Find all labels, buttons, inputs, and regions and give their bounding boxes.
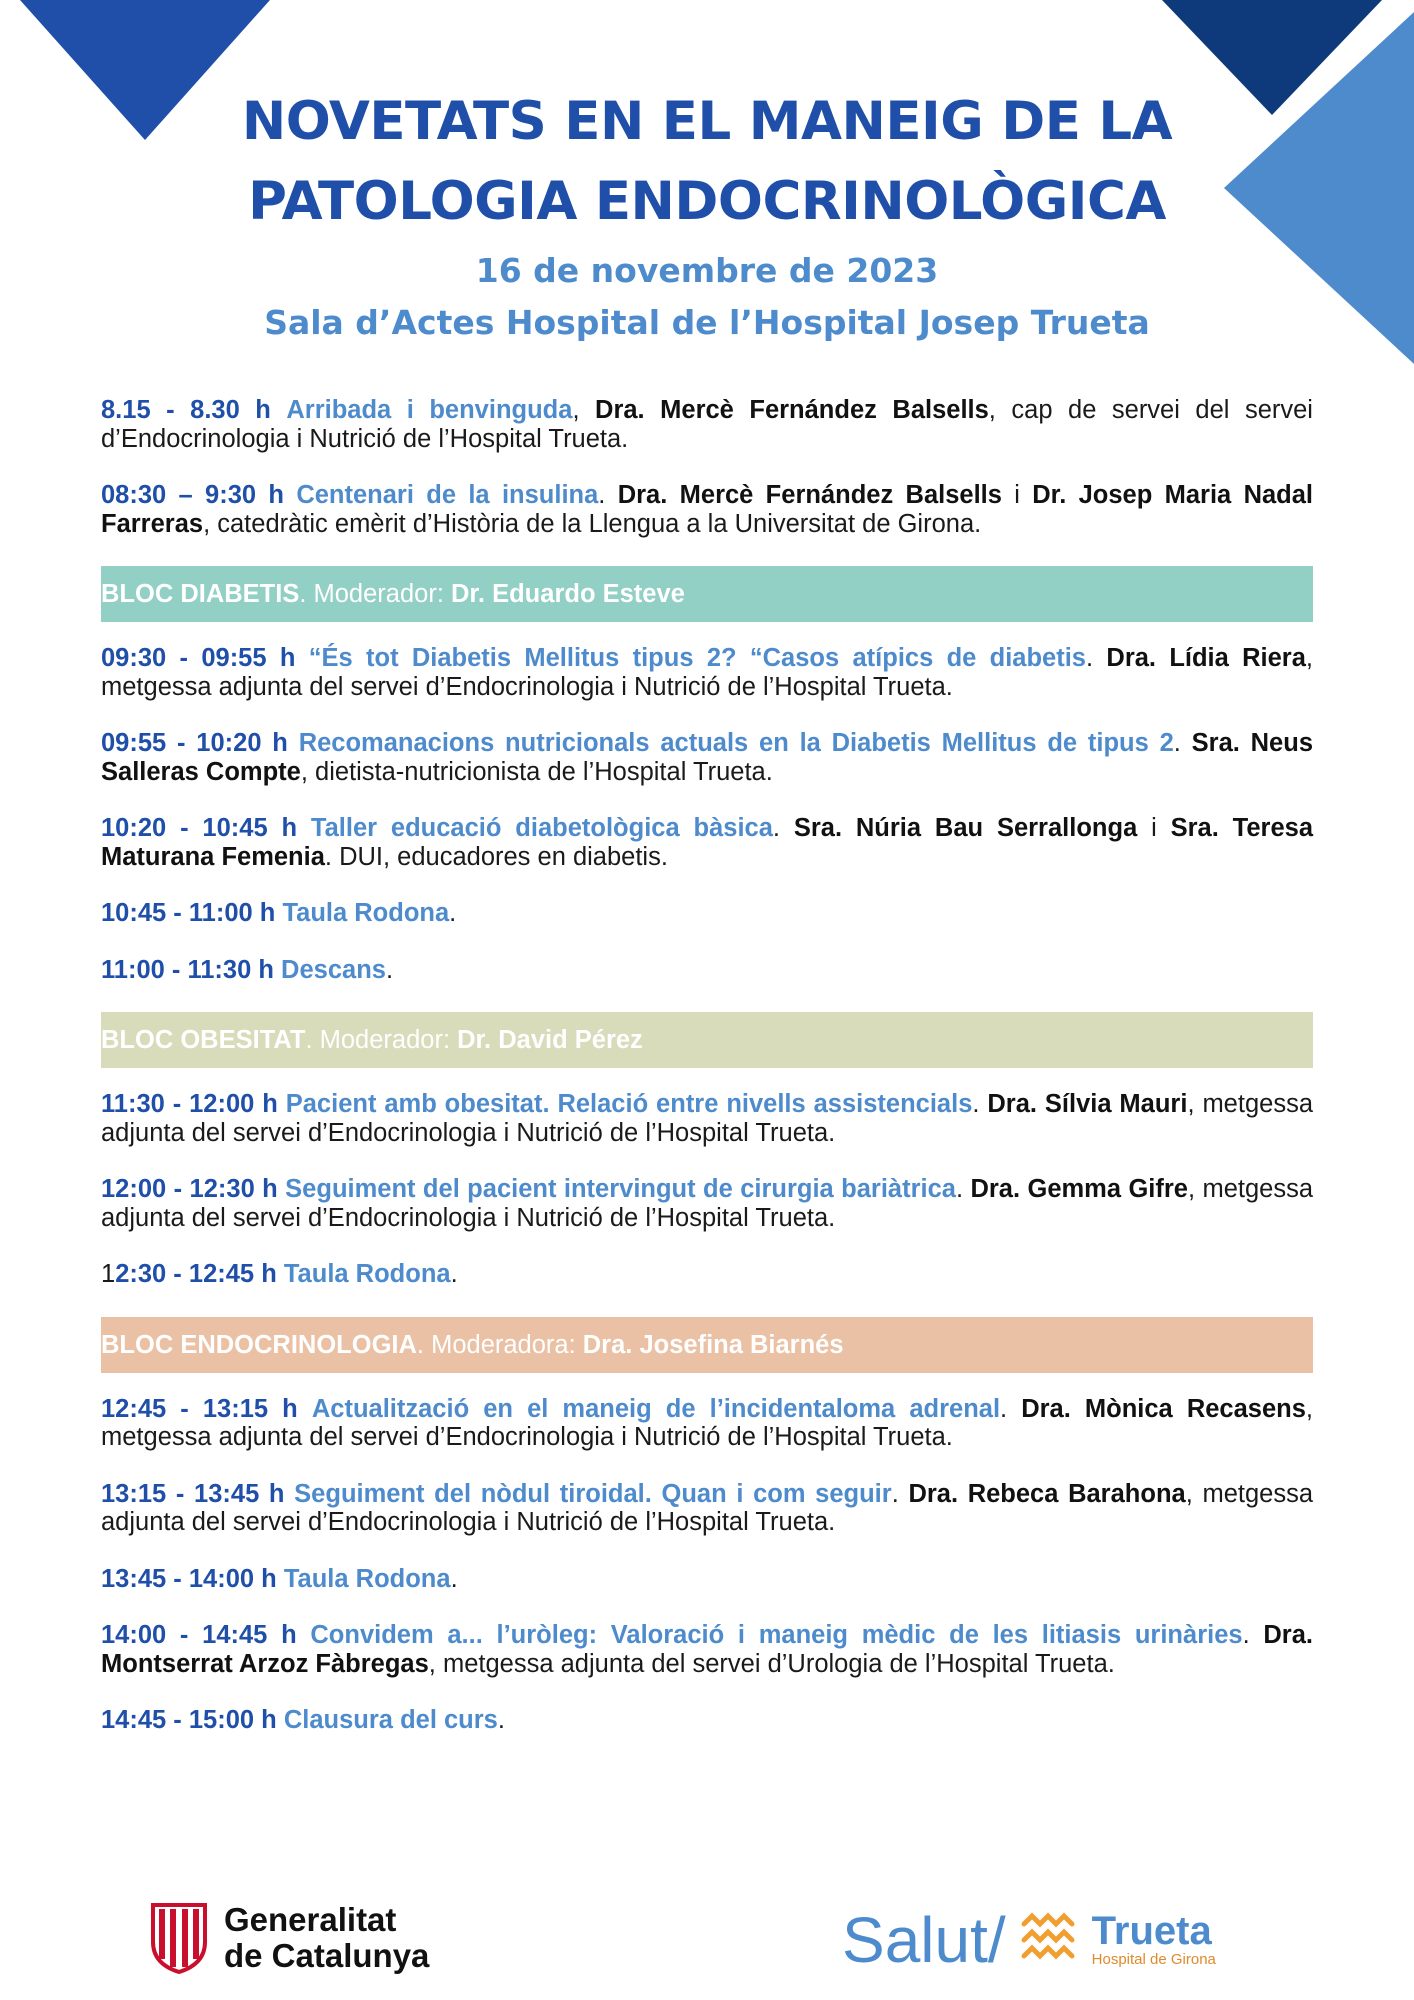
entry-description: , cap de servei del servei d’Endocrinologia i Nutrició de l’Hospital Trueta. — [101, 396, 1313, 453]
program-entry-3 — [101, 644, 1313, 701]
bloc-moderator-label: . Moderador: — [299, 580, 451, 608]
entry-separator: . — [955, 1175, 971, 1203]
entry-description: , dietista-nutricionista de l’Hospital Trueta. — [300, 757, 773, 786]
entry-time: 14:45 - 15:00 h — [101, 1706, 277, 1734]
entry-topic: Taula Rodona — [282, 899, 450, 927]
entry-topic: Actualització en el maneig de l’incidentaloma adrenal — [311, 1394, 1001, 1423]
entry-topic: Arribada i benvinguda — [286, 396, 573, 424]
entry-description: , metgessa adjunta del servei d’Endocrinologia i Nutrició de l’Hospital Trueta. — [101, 1394, 1313, 1451]
trueta-mark-icon — [1018, 1910, 1078, 1970]
trueta-text: Trueta — [1091, 1909, 1212, 1953]
entry-separator: . — [1086, 644, 1107, 672]
event-venue: Sala d’Actes Hospital de l’Hospital Josep Trueta — [264, 303, 1150, 342]
entry-topic: Convidem a... l’uròleg: Valoració i maneig mèdic de les litiasis urinàries — [310, 1621, 1243, 1649]
entry-time-prefix: 1 — [101, 1260, 116, 1288]
entry-connector: i — [1001, 481, 1033, 509]
entry-topic: Recomanacions nutricionals actuals en la Diabetis Mellitus de tipus 2 — [298, 729, 1174, 757]
entry-description: , metgessa adjunta del servei d’Endocrinologia i Nutrició de l’Hospital Trueta. — [101, 644, 1314, 701]
entry-description: . — [497, 1706, 505, 1734]
entry-time: 14:00 - 14:45 h — [101, 1621, 297, 1649]
entry-time: 08:30 – 9:30 h — [101, 481, 284, 509]
bloc-name: BLOC OBESITAT — [101, 1026, 306, 1054]
entry-speaker: Dra. Mercè Fernández Balsells — [595, 396, 989, 424]
bloc-moderator-label: . Moderador: — [305, 1026, 458, 1054]
entry-topic: Seguiment del pacient intervingut de cirurgia bariàtrica — [285, 1175, 956, 1203]
bloc-moderator: Dra. Josefina Biarnés — [582, 1330, 844, 1359]
salut-text: Salut/ — [842, 1904, 1006, 1976]
entry-separator: . — [1173, 729, 1192, 757]
entry-speaker: Dra. Rebeca Barahona — [908, 1479, 1186, 1508]
entry-time: 11:00 - 11:30 h — [101, 955, 274, 984]
entry-time: 10:20 - 10:45 h — [101, 814, 298, 842]
program-entry-10 — [101, 1260, 1313, 1289]
entry-description: . DUI, educadores en diabetis. — [324, 842, 668, 871]
bloc-moderator: Dr. David Pérez — [457, 1026, 643, 1054]
trueta-subtitle: Hospital de Girona — [1091, 1951, 1216, 1968]
bloc-obesitat-header — [101, 1012, 1313, 1068]
program-entry-6 — [101, 899, 1313, 928]
program-entry-8 — [101, 1090, 1313, 1147]
entry-time: 13:15 - 13:45 h — [101, 1479, 285, 1508]
entry-time: 12:45 - 13:15 h — [101, 1394, 298, 1423]
entry-speaker: Dra. Lídia Riera — [1106, 644, 1306, 672]
entry-topic: Pacient amb obesitat. Relació entre nivells assistencials — [285, 1090, 973, 1118]
generalitat-line-2: de Catalunya — [224, 1937, 430, 1974]
entry-time: 09:30 - 09:55 h — [101, 644, 296, 672]
bloc-moderator: Dr. Eduardo Esteve — [451, 580, 685, 608]
entry-separator: . — [772, 814, 794, 842]
trueta-block — [1092, 1911, 1216, 1969]
entry-connector: i — [1137, 814, 1171, 842]
entry-separator: . — [891, 1479, 909, 1508]
program — [101, 396, 1313, 1763]
subtitle — [0, 245, 1414, 349]
entry-description: . — [449, 899, 457, 927]
entry-speaker: Dra. Mònica Recasens — [1021, 1394, 1306, 1423]
program-entry-5 — [101, 814, 1313, 871]
entry-description: , metgessa adjunta del servei d’Endocrinologia i Nutrició de l’Hospital Trueta. — [101, 1479, 1314, 1536]
entry-separator: . — [972, 1090, 988, 1118]
program-entry-4 — [101, 729, 1313, 786]
title-line-2: PATOLOGIA ENDOCRINOLÒGICA — [248, 171, 1166, 232]
salut-trueta-logo — [842, 1900, 1216, 1980]
entry-time: 10:45 - 11:00 h — [101, 899, 276, 927]
entry-topic: “És tot Diabetis Mellitus tipus 2? “Casos atípics de diabetis — [308, 644, 1086, 672]
entry-speaker: Dra. Sílvia Mauri — [987, 1090, 1188, 1118]
entry-speaker: Dra. Gemma Gifre — [970, 1175, 1188, 1203]
bloc-moderator-label: . Moderadora: — [416, 1330, 583, 1359]
entry-time: 8.15 - 8.30 h — [101, 396, 271, 424]
entry-speaker: Sra. Núria Bau Serrallonga — [793, 814, 1138, 842]
program-entry-7 — [101, 956, 1313, 985]
entry-topic: Taller educació diabetològica bàsica — [310, 814, 773, 842]
program-entry-11 — [101, 1395, 1313, 1452]
entry-topic: Taula Rodona — [283, 1564, 451, 1593]
entry-time: 2:30 - 12:45 h — [115, 1260, 277, 1288]
entry-speaker-2: Sra. Teresa Maturana Femenia — [101, 814, 1314, 871]
event-date: 16 de novembre de 2023 — [475, 251, 939, 290]
entry-description: , metgessa adjunta del servei d’Endocrinologia i Nutrició de l’Hospital Trueta. — [101, 1090, 1313, 1147]
entry-time: 11:30 - 12:00 h — [101, 1090, 278, 1118]
program-entry-12 — [101, 1480, 1313, 1537]
entry-topic: Clausura del curs — [283, 1706, 498, 1734]
entry-description: . — [450, 1260, 458, 1288]
bloc-name: BLOC ENDOCRINOLOGIA — [101, 1330, 417, 1359]
entry-speaker: Sra. Neus Salleras Compte — [101, 729, 1314, 786]
generalitat-text — [224, 1902, 429, 1974]
program-entry-9 — [101, 1175, 1313, 1232]
bloc-diabetis-header — [101, 566, 1313, 622]
entry-topic: Taula Rodona — [283, 1260, 451, 1288]
entry-speaker: Dra. Montserrat Arzoz Fàbregas — [101, 1621, 1313, 1678]
entry-description: , metgessa adjunta del servei d’Urologia de l’Hospital Trueta. — [428, 1649, 1115, 1678]
entry-separator: , — [572, 396, 596, 424]
entry-speaker-2: Dr. Josep Maria Nadal Farreras — [101, 481, 1314, 538]
bloc-endocrinologia-header — [101, 1317, 1313, 1373]
generalitat-logo — [150, 1898, 429, 1978]
generalitat-line-1: Generalitat — [224, 1901, 397, 1938]
title-line-1: NOVETATS EN EL MANEIG DE LA — [241, 91, 1173, 152]
entry-topic: Descans — [281, 955, 386, 984]
entry-description: . — [385, 955, 394, 984]
entry-topic: Centenari de la insulina — [296, 481, 599, 509]
program-entry-13 — [101, 1565, 1313, 1594]
entry-time: 09:55 - 10:20 h — [101, 729, 288, 757]
entry-description: , catedràtic emèrit d’Història de la Llengua a la Universitat de Girona. — [203, 509, 982, 538]
senyera-shield-icon — [150, 1902, 208, 1974]
entry-time: 13:45 - 14:00 h — [101, 1564, 277, 1593]
entry-time: 12:00 - 12:30 h — [101, 1175, 278, 1203]
entry-description: , metgessa adjunta del servei d’Endocrinologia i Nutrició de l’Hospital Trueta. — [101, 1175, 1314, 1232]
program-entry-1 — [101, 396, 1313, 453]
entry-description: . — [450, 1564, 458, 1593]
entry-separator: . — [598, 481, 618, 509]
entry-separator: . — [1242, 1621, 1264, 1649]
entry-topic: Seguiment del nòdul tiroidal. Quan i com seguir — [294, 1479, 892, 1508]
bloc-name: BLOC DIABETIS — [101, 580, 300, 608]
entry-separator: . — [1000, 1394, 1022, 1423]
entry-speaker: Dra. Mercè Fernández Balsells — [617, 481, 1002, 509]
program-entry-15 — [101, 1706, 1313, 1735]
program-entry-14 — [101, 1621, 1313, 1678]
program-entry-2 — [101, 481, 1313, 538]
page-title — [0, 82, 1414, 242]
